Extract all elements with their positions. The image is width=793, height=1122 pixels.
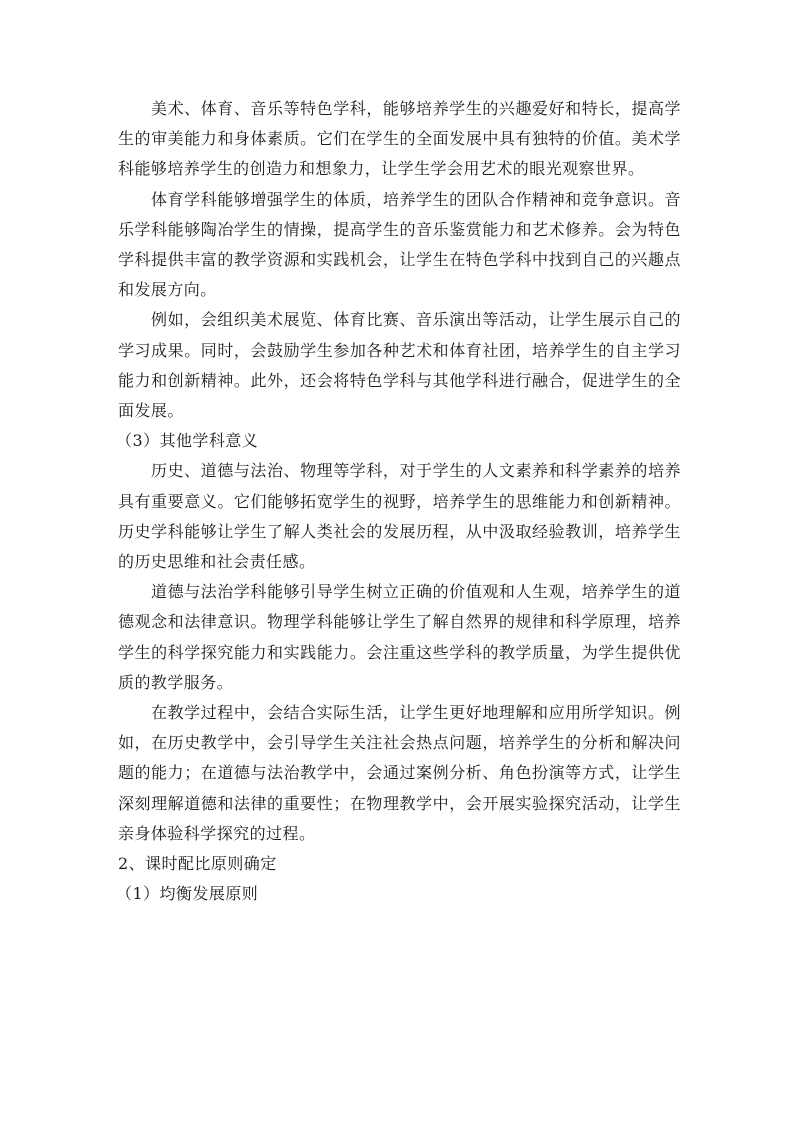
paragraph-pe-music: 体育学科能够增强学生的体质，培养学生的团队合作精神和竞争意识。音乐学科能够陶冶学生的情操，提高学生的音乐鉴赏能力和艺术修养。会为特色学科提供丰富的教学资源和实践机会，让学生在特色学科中找到自己的兴趣点和发展方向。 xyxy=(118,189,681,300)
section-heading-class-hours: 2、课时配比原则确定 xyxy=(118,854,277,874)
paragraph-activities-example: 例如，会组织美术展览、体育比赛、音乐演出等活动，让学生展示自己的学习成果。同时，会鼓励学生参加各种艺术和体育社团，培养学生的自主学习能力和创新精神。此外，还会将特色学科与其他学科进行融合，促进学生的全面发展。 xyxy=(118,310,681,421)
document-body xyxy=(118,94,681,909)
section-heading-other-subjects: （3）其他学科意义 xyxy=(116,431,259,451)
paragraph-morality-physics: 道德与法治学科能够引导学生树立正确的价值观和人生观，培养学生的道德观念和法律意识。物理学科能够让学生了解自然界的规律和科学原理，培养学生的科学探究能力和实践能力。会注重这些学科的教学质量，为学生提供优质的教学服务。 xyxy=(118,582,681,692)
paragraph-history-science: 历史、道德与法治、物理等学科，对于学生的人文素养和科学素养的培养具有重要意义。它们能够拓宽学生的视野，培养学生的思维能力和创新精神。历史学科能够让学生了解人类社会的发展历程，从中汲取经验教训，培养学生的历史思维和社会责任感。 xyxy=(118,461,681,572)
paragraph-arts-subjects: 美术、体育、音乐等特色学科，能够培养学生的兴趣爱好和特长，提高学生的审美能力和身体素质。它们在学生的全面发展中具有独特的价值。美术学科能够培养学生的创造力和想象力，让学生学会用艺术的眼光观察世界。 xyxy=(118,99,681,179)
paragraph-teaching-process: 在教学过程中，会结合实际生活，让学生更好地理解和应用所学知识。例如，在历史教学中，会引导学生关注社会热点问题，培养学生的分析和解决问题的能力；在道德与法治教学中，会通过案例分析、角色扮演等方式，让学生深刻理解道德和法律的重要性；在物理教学中，会开展实验探究活动，让学生亲身体验科学探究的过程。 xyxy=(118,703,681,843)
section-heading-balanced-development: （1）均衡发展原则 xyxy=(116,884,259,904)
